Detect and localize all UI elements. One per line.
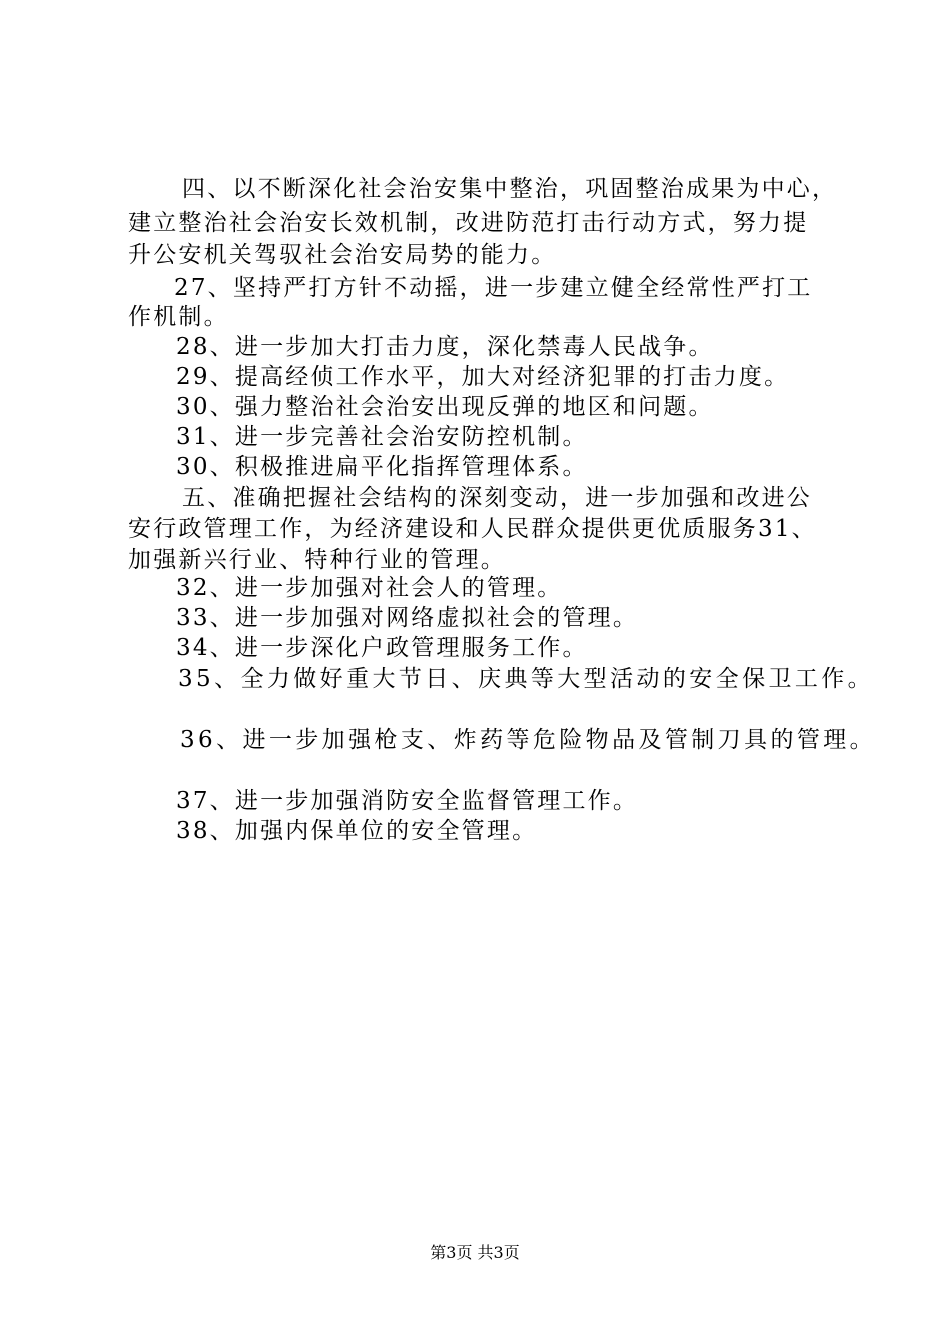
paragraph-line: 五、准确把握社会结构的深刻变动，进一步加强和改进公 xyxy=(182,485,812,511)
paragraph-line: 37、进一步加强消防安全监督管理工作。 xyxy=(176,788,639,814)
paragraph-line: 33、进一步加强对网络虚拟社会的管理。 xyxy=(176,605,639,631)
paragraph-line: 35、全力做好重大节日、庆典等大型活动的安全保卫工作。 xyxy=(178,666,875,692)
paragraph-line: 30、强力整治社会治安出现反弹的地区和问题。 xyxy=(176,394,714,420)
paragraph-line: 四、以不断深化社会治安集中整治，巩固整治成果为中心， xyxy=(182,176,838,202)
paragraph-line: 34、进一步深化户政管理服务工作。 xyxy=(176,635,588,661)
paragraph-line: 36、进一步加强枪支、炸药等危险物品及管制刀具的管理。 xyxy=(180,727,877,753)
paragraph-line: 30、积极推进扁平化指挥管理体系。 xyxy=(176,454,588,480)
paragraph-line: 建立整治社会治安长效机制，改进防范打击行动方式，努力提 xyxy=(128,210,809,236)
paragraph-line: 加强新兴行业、特种行业的管理。 xyxy=(128,547,506,573)
paragraph-line: 升公安机关驾驭社会治安局势的能力。 xyxy=(128,242,557,268)
paragraph-line: 27、坚持严打方针不动摇，进一步建立健全经常性严打工 xyxy=(174,275,813,301)
paragraph-line: 31、进一步完善社会治安防控机制。 xyxy=(176,424,588,450)
page-footer: 第3页 共3页 xyxy=(430,1243,520,1262)
paragraph-line: 29、提高经侦工作水平，加大对经济犯罪的打击力度。 xyxy=(176,364,790,390)
paragraph-line: 作机制。 xyxy=(128,304,229,330)
paragraph-line: 32、进一步加强对社会人的管理。 xyxy=(176,575,563,601)
paragraph-line: 38、加强内保单位的安全管理。 xyxy=(176,818,538,844)
paragraph-line: 安行政管理工作，为经济建设和人民群众提供更优质服务31、 xyxy=(128,516,817,542)
paragraph-line: 28、进一步加大打击力度，深化禁毒人民战争。 xyxy=(176,334,714,360)
